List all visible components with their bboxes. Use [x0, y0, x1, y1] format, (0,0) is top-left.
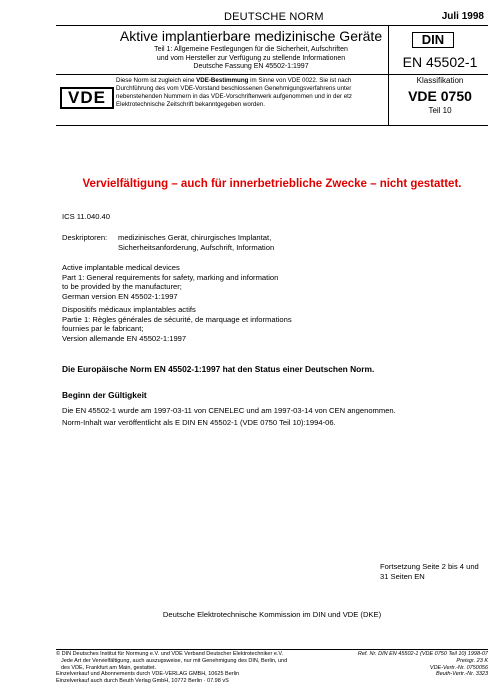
dke-commission: Deutsche Elektrotechnische Kommission im DIN und VDE (DKE) [162, 610, 382, 619]
document-subtitle [116, 46, 386, 72]
din-logo: DIN [412, 32, 454, 48]
french-line: fournies par le fabricant; [62, 324, 144, 333]
english-line: Part 1: General requirements for safety, marking and information [62, 272, 279, 282]
norm-status: Die Europäische Norm EN 45502-1:1997 hat den Status einer Deutschen Norm. [62, 364, 375, 374]
continuation-note [380, 562, 480, 581]
english-line: to be provided by the manufacturer; [62, 282, 182, 291]
klassifikation-label: Klassifikation [416, 76, 464, 85]
divider [388, 73, 389, 125]
validity-text: Die EN 45502-1 wurde am 1997-03-11 von CENELEC und am 1997-03-14 von CEN angenommen. [62, 406, 396, 415]
english-title [62, 263, 278, 301]
vde-block [56, 73, 488, 126]
document-header [56, 11, 488, 25]
english-line: Active implantable medical devices [62, 263, 180, 272]
deskriptoren-line: medizinisches Gerät, chirurgisches Implantat, [118, 233, 272, 242]
footer-line: des VDE, Frankfurt am Main, gestattet. [61, 664, 157, 671]
footer-line: Einzelverkauf und Abonnements durch VDE-VERLAG GMBH, 10625 Berlin [56, 671, 240, 678]
footer-copyright [56, 651, 318, 685]
norm-type-label: DEUTSCHE NORM [224, 11, 324, 23]
vde-logo: VDE [60, 87, 114, 109]
divider [388, 26, 389, 74]
din-standard-number: EN 45502-1 [402, 54, 478, 70]
validity-text: Norm-Inhalt war veröffentlicht als E DIN EN 45502-1 (VDE 0750 Teil 10):1994-06. [62, 418, 336, 427]
publication-date: Juli 1998 [441, 11, 484, 22]
footer-divider [56, 649, 488, 650]
french-line: Version allemande EN 45502-1:1997 [62, 333, 187, 343]
footer-line: Jede Art der Vervielfältigung, auch auszugsweise, nur mit Genehmigung des DIN, Berlin, und [61, 657, 288, 664]
footer-reference [320, 651, 488, 678]
english-line: German version EN 45502-1:1997 [62, 291, 178, 301]
subtitle-line: Teil 1: Allgemeine Festlegungen für die Sicherheit, Aufschriften [154, 46, 348, 53]
klassifikation-teil: Teil 10 [428, 106, 452, 115]
footer-ref-line: VDE-Vertr.-Nr. 0750056 [429, 664, 488, 671]
french-line: Partie 1: Règles générales de sécurité, de marquage et informations [62, 314, 292, 324]
footer-line: Einzelverkauf auch durch Beuth Verlag GmbH, 10772 Berlin · 07.98 vS [56, 678, 229, 685]
deskriptoren-values [118, 233, 274, 252]
subtitle-line: Deutsche Fassung EN 45502-1:1997 [193, 63, 309, 70]
footer-ref-line: Beuth-Vertr.-Nr. 3323 [436, 671, 488, 678]
copy-warning: Vervielfältigung – auch für innerbetriebliche Zwecke – nicht gestattet. [82, 178, 462, 190]
ics-code: ICS 11.040.40 [62, 212, 110, 221]
vde-note [116, 77, 384, 109]
deskriptoren-label: Deskriptoren: [62, 233, 108, 242]
deskriptoren-line: Sicherheitsanforderung, Aufschrift, Information [118, 242, 275, 252]
footer-ref-line: Preisgr. 23 K [456, 657, 488, 664]
french-title [62, 305, 292, 343]
validity-heading: Beginn der Gültigkeit [62, 390, 147, 400]
continuation-line: Fortsetzung Seite 2 bis 4 und [380, 562, 479, 571]
vde-note-line: Durchführung des vom VDE-Vorstand beschlossenen Genehmigungsverfahrens unter [116, 85, 352, 92]
vde-note-line: Diese Norm ist zugleich eine VDE-Bestimmung im Sinne von VDE 0022. Sie ist nach [116, 77, 352, 84]
french-line: Dispositifs médicaux implantables actifs [62, 305, 196, 314]
vde-note-line: nebenstehenden Nummern in das VDE-Vorschriftenwerk aufgenommen und in der etz [116, 93, 352, 100]
subtitle-line: und vom Hersteller zur Verfügung zu stellende Informationen [156, 54, 346, 62]
title-block [56, 25, 488, 75]
vde-note-line: Elektrotechnische Zeitschrift bekanntgegeben worden. [116, 101, 265, 108]
document-title: Aktive implantierbare medizinische Geräte [119, 28, 383, 44]
klassifikation-number: VDE 0750 [408, 88, 472, 104]
footer-line: © DIN Deutsches Institut für Normung e.V. und VDE Verband Deutscher Elektrotechniker e.V. [56, 651, 284, 657]
footer-ref-line: Ref. Nr. DIN EN 45502-1 (VDE 0750 Teil 10) 1998-07 [357, 651, 488, 657]
continuation-line: 31 Seiten EN [380, 571, 425, 581]
